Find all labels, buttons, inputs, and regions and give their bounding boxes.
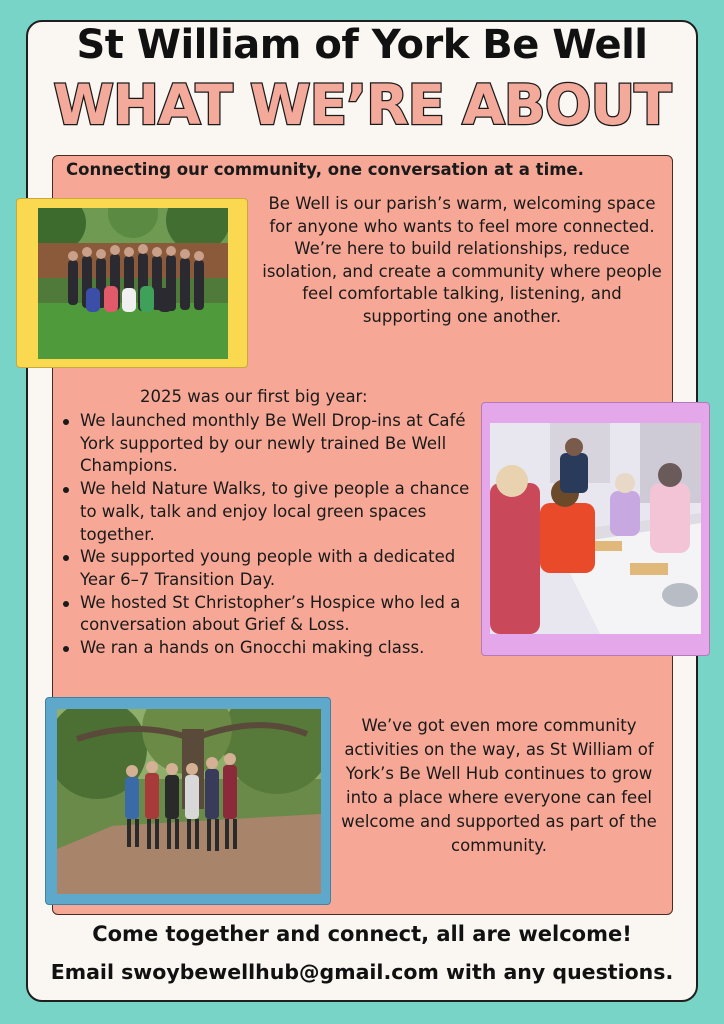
list-item: We held Nature Walks, to give people a chance to walk, talk and enjoy local green spaces together.	[60, 478, 475, 546]
list-item: We launched monthly Be Well Drop-ins at Café York supported by our newly trained Be Well Champions.	[60, 410, 475, 478]
intro-paragraph: Be Well is our parish’s warm, welcoming space for anyone who wants to feel more connected. We’re here to build relationships, reduce isolation, and create a community where people feel comfortable talking, listening, and supporting one another.	[262, 194, 662, 326]
list-item: We hosted St Christopher’s Hospice who led a conversation about Grief & Loss.	[60, 592, 475, 637]
year-heading: 2025 was our first big year:	[140, 387, 368, 406]
nature-walk-photo	[57, 709, 321, 894]
group-garden-photo	[38, 208, 228, 359]
list-item: We supported young people with a dedicated Year 6–7 Transition Day.	[60, 546, 475, 591]
tagline: Connecting our community, one conversation at a time.	[66, 160, 584, 179]
list-item: We ran a hands on Gnocchi making class.	[60, 637, 475, 660]
outro-paragraph: We’ve got even more community activities on the way, as St William of York’s Be Well Hub continues to grow into a place where everyone can feel welcome and supported as part of the community.	[341, 716, 657, 855]
welcome-callout: Come together and connect, all are welcome!	[92, 922, 632, 946]
highlights-list	[60, 410, 475, 660]
page-subtitle: WHAT WE’RE ABOUT	[53, 73, 671, 137]
gnocchi-class-photo	[490, 423, 701, 634]
contact-email-line: Email swoybewellhub@gmail.com with any questions.	[50, 960, 674, 984]
page-title: St William of York Be Well	[76, 22, 648, 68]
